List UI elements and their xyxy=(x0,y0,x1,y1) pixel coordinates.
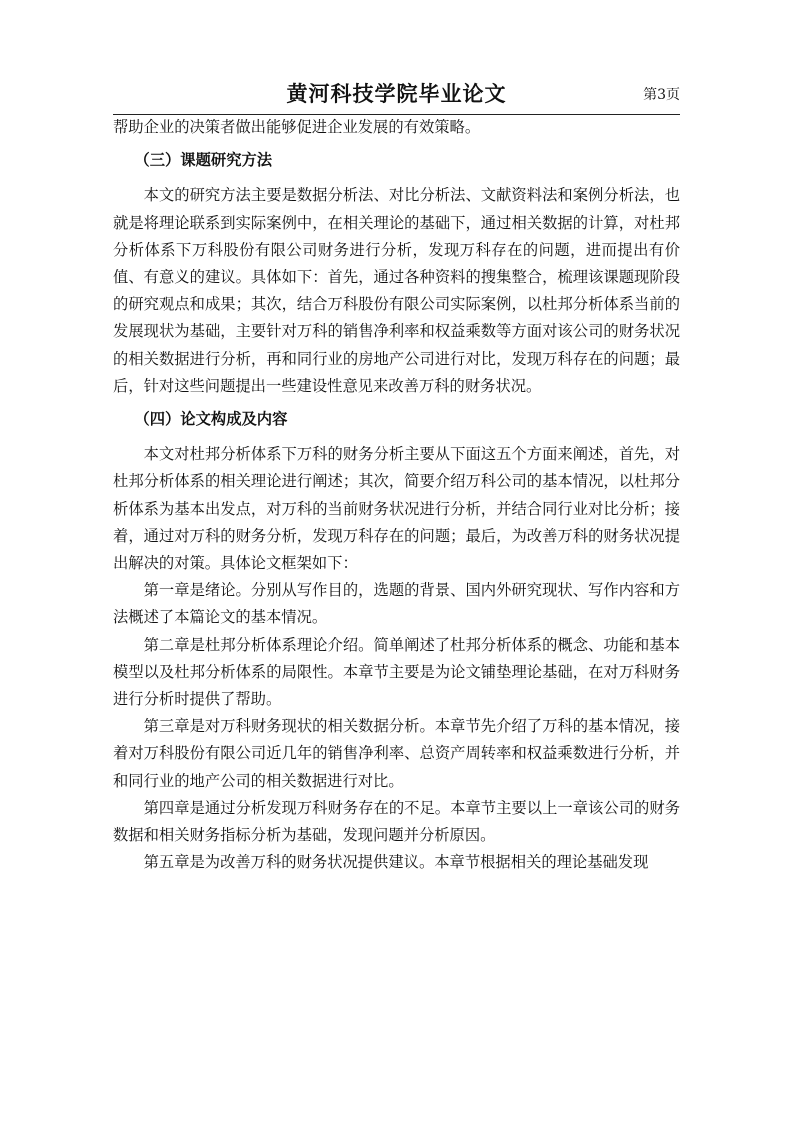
section-heading-research-method: （三）课题研究方法 xyxy=(134,151,273,170)
paragraph-research-method: 本文的研究方法主要是数据分析法、对比分析法、文献资料法和案例分析法，也就是将理论联系到实际案例中，在相关理论的基础下，通过相关数据的计算，对杜邦分析体系下万科股份有限公司财务进行分析，发现万科存在的问题，进而提出有价值、有意义的建议。具体如下：首先，通过各种资料的搜集整合，梳理该课题现阶段的研究观点和成果；其次，结合万科股份有限公司实际案例，以杜邦分析体系当前的发展现状为基础，主要针对万科的销售净利率和权益乘数等方面对该公司的财务状况的相关数据进行分析，再和同行业的房地产公司进行对比，发现万科存在的问题；最后，针对这些问题提出一些建设性意见来改善万科的财务状况。 xyxy=(113,186,680,395)
section-heading-structure: （四）论文构成及内容 xyxy=(134,410,288,429)
paragraph-chapter-4: 第四章是通过分析发现万科财务存在的不足。本章节主要以上一章该公司的财务数据和相关财务指标分析为基础，发现问题并分析原因。 xyxy=(113,798,680,845)
paragraph-intro-tail: 帮助企业的决策者做出能够促进企业发展的有效策略。 xyxy=(113,118,481,136)
paragraph-structure: 本文对杜邦分析体系下万科的财务分析主要从下面这五个方面来阐述，首先，对杜邦分析体系的相关理论进行阐述；其次，简要介绍万科公司的基本情况，以杜邦分析体系为基本出发点，对万科的当前财务状况进行分析，并结合同行业对比分析；接着，通过对万科的财务分析，发现万科存在的问题；最后，为改善万科的财务状况提出解决的对策。具体论文框架如下： xyxy=(113,445,680,573)
paragraph-chapter-1: 第一章是绪论。分别从写作目的，选题的背景、国内外研究现状、写作内容和方法概述了本篇论文的基本情况。 xyxy=(113,581,680,627)
page-number: 第3页 xyxy=(643,87,680,103)
paragraph-chapter-3: 第三章是对万科财务现状的相关数据分析。本章节先介绍了万科的基本情况，接着对万科股份有限公司近几年的销售净利率、总资产周转率和权益乘数进行分析，并和同行业的地产公司的相关数据进行对比。 xyxy=(113,717,680,790)
header-title: 黄河科技学院毕业论文 xyxy=(286,81,507,106)
page-body xyxy=(113,114,680,876)
paragraph-chapter-2: 第二章是杜邦分析体系理论介绍。简单阐述了杜邦分析体系的概念、功能和基本模型以及杜邦分析体系的局限性。本章节主要是为论文铺垫理论基础，在对万科财务进行分析时提供了帮助。 xyxy=(113,635,680,709)
page-header xyxy=(113,74,680,115)
paragraph-chapter-5: 第五章是为改善万科的财务状况提供建议。本章节根据相关的理论基础发现 xyxy=(143,853,649,872)
